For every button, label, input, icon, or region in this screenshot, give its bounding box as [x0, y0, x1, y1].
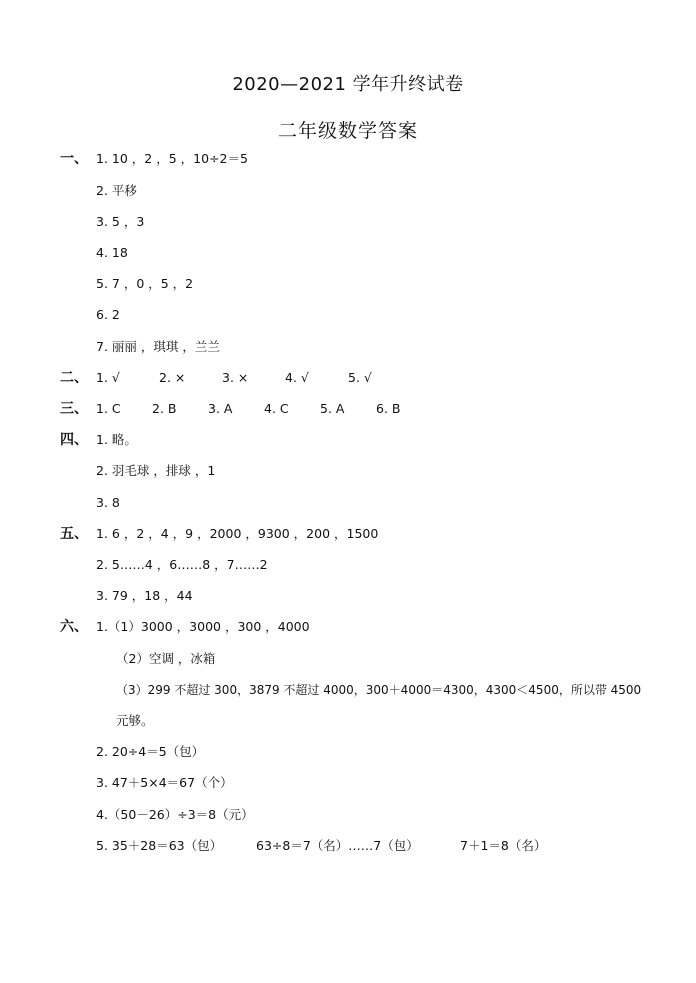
answer-1-5: 5. 7 ，0 ，5 ，2: [96, 276, 194, 291]
answer-5-3: 3. 79 ，18 ，44: [96, 588, 193, 603]
answer-1-6: 6. 2: [96, 307, 120, 322]
answer-6-5-part: 5. 35＋28＝63（包）: [96, 838, 223, 853]
exam-title: 2020—2021 学年升终试卷: [232, 74, 464, 95]
answer-3-row: [96, 401, 400, 417]
section-1-label: 一、: [60, 151, 88, 167]
answer-1-1: 1. 10 ，2 ，5 ，10÷2＝5: [96, 151, 248, 166]
answer-2-row: [96, 370, 372, 386]
answer-6-1-3: （3）299 不超过 300，3879 不超过 4000，300＋4000＝4300，4300＜4500，所以带 4500: [116, 683, 642, 697]
answer-2-item: 4. √: [285, 370, 309, 385]
answer-6-2: 2. 20÷4＝5（包）: [96, 744, 205, 759]
answer-5-2: 2. 5……4 ，6……8 ，7……2: [96, 557, 268, 572]
answer-3-item: 1. C: [96, 401, 121, 416]
section-4-label: 四、: [60, 432, 88, 448]
section-2-label: 二、: [60, 370, 88, 386]
answer-1-4: 4. 18: [96, 245, 128, 260]
answer-1-2: 2. 平移: [96, 183, 137, 198]
answer-3-item: 3. A: [208, 401, 233, 416]
answer-3-item: 4. C: [264, 401, 289, 416]
section-5-label: 五、: [60, 526, 88, 542]
section-6-label: 六、: [60, 619, 88, 635]
answer-4-3: 3. 8: [96, 495, 120, 510]
answer-5-1: 1. 6 ，2 ，4 ，9 ，2000 ，9300 ，200 ，1500: [96, 526, 379, 541]
answer-4-2: 2. 羽毛球 ，排球 ，1: [96, 463, 216, 478]
answer-3-item: 5. A: [320, 401, 345, 416]
answer-2-item: 3. ×: [222, 370, 249, 385]
section-3-label: 三、: [60, 401, 88, 417]
answer-6-1-2: （2）空调 ，冰箱: [116, 651, 216, 666]
answer-3-item: 2. B: [152, 401, 177, 416]
answer-2-item: 2. ×: [159, 370, 186, 385]
answer-1-7: 7. 丽丽 ，琪琪 ，兰兰: [96, 339, 220, 354]
answer-3-item: 6. B: [376, 401, 401, 416]
exam-subtitle: 二年级数学答案: [277, 120, 418, 142]
answer-2-item: 5. √: [348, 370, 372, 385]
answer-6-1-1: 1.（1）3000 ，3000 ，300 ，4000: [96, 619, 310, 634]
answer-4-1: 1. 略。: [96, 432, 137, 447]
answer-6-5-part: 7＋1＝8（名）: [460, 838, 547, 853]
answer-6-4: 4.（50－26）÷3＝8（元）: [96, 807, 254, 822]
answer-2-item: 1. √: [96, 370, 120, 385]
answer-6-5-part: 63÷8＝7（名）……7（包）: [256, 838, 419, 853]
answer-6-1-3-cont: 元够。: [116, 713, 154, 728]
answer-6-3: 3. 47＋5×4＝67（个）: [96, 775, 233, 790]
answer-6-5-row: [96, 838, 546, 854]
answer-1-3: 3. 5 ，3: [96, 214, 145, 229]
